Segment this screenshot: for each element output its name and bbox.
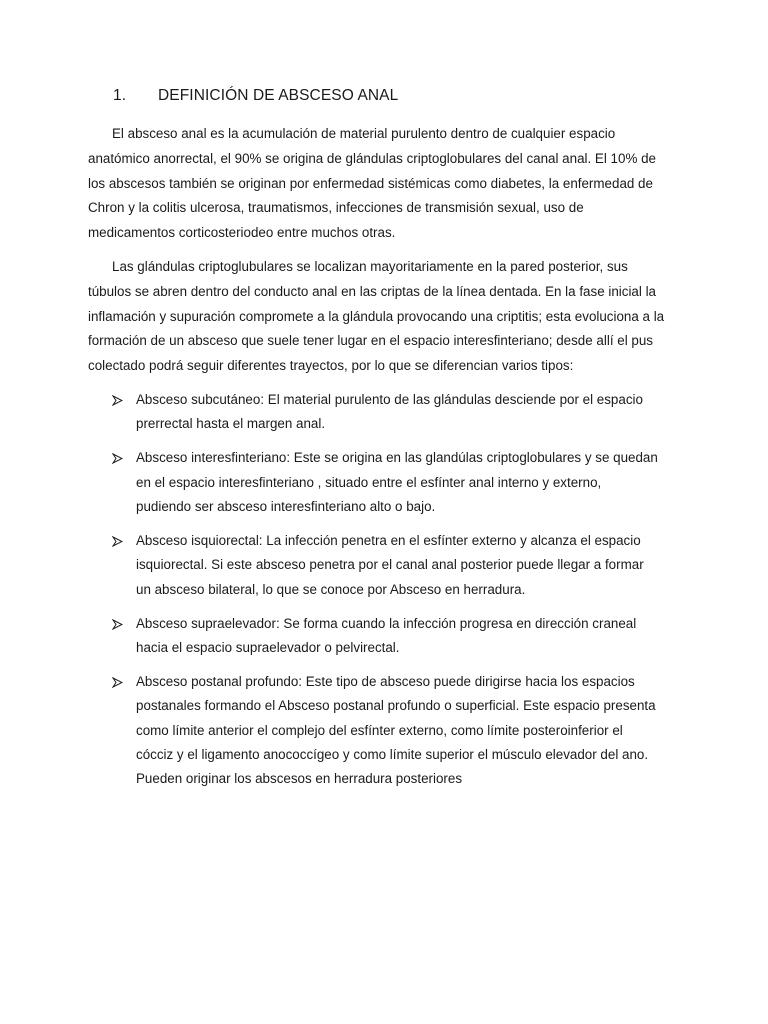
list-item-text: Absceso subcutáneo: El material purulento de las glándulas desciende por el espacio prerrectal hasta el margen anal. [136,392,643,432]
list-item-isquiorectal [0,529,660,602]
arrowhead-bullet-icon [112,670,126,694]
arrowhead-bullet-icon [112,446,126,470]
arrowhead-bullet-icon [112,529,126,553]
list-item-text: Absceso interesfinteriano: Este se origina en las glandúlas criptoglobulares y se quedan en el espacio interesfinteriano , situado entre el esfínter anal interno y externo, pudiendo ser absceso interesfinteriano alto o bajo. [136,450,658,514]
list-item-interesfinteriano [0,446,660,519]
paragraph-definition: El absceso anal es la acumulación de material purulento dentro de cualquier espacio anatómico anorrectal, el 90% se origina de glándulas criptoglobulares del canal anal. El 10% de los abscesos también se originan por enfermedad sistémicas como diabetes, la enfermedad de Chron y la colitis ulcerosa, traumatismos, infecciones de transmisión sexual, uso de medicamentos corticosteriodeo entre muchos otras. [88,126,656,241]
arrowhead-bullet-icon [112,612,126,636]
abscess-types-list [0,388,768,801]
arrowhead-bullet-icon [112,388,126,412]
list-item-supraelevador [0,612,660,661]
section-number: 1. [113,87,127,104]
section-title: DEFINICIÓN DE ABSCESO ANAL [158,87,399,104]
list-item-text: Absceso supraelevador: Se forma cuando la infección progresa en dirección craneal hacia el espacio supraelevador o pelvirectal. [136,615,637,656]
list-item-text: Absceso postanal profundo: Este tipo de absceso puede dirigirse hacia los espacios postanales formando el Absceso postanal profundo o superficial. Este espacio presenta como límite anterior el complejo del esfínter externo, como límite posteroinferior el cócciz y el ligamento anococcígeo y como límite superior el músculo elevador del ano. Pueden originar los abscesos en herradura posteriores [136,674,656,787]
section-heading [113,86,398,106]
list-item-text: Absceso isquiorectal: La infección penetra en el esfínter externo y alcanza el espacio isquiorectal. Si este absceso penetra por el canal anal posterior puede llegar a formar un absceso bilateral, lo que se conoce por Absceso en herradura. [136,533,644,597]
list-item-subcutaneo [0,388,660,437]
list-item-postanal-profundo [0,670,660,791]
paragraph-glands: Las glándulas criptoglubulares se localizan mayoritariamente en la pared posterior, sus túbulos se abren dentro del conducto anal en las criptas de la línea dentada. En la fase inicial la inflamación y supuración compromete a la glándula provocando una criptitis; esta evoluciona a la formación de un absceso que suele tener lugar en el espacio interesfinteriano; desde allí el pus colectado podrá seguir diferentes trayectos, por lo que se diferencian varios tipos: [88,259,665,374]
